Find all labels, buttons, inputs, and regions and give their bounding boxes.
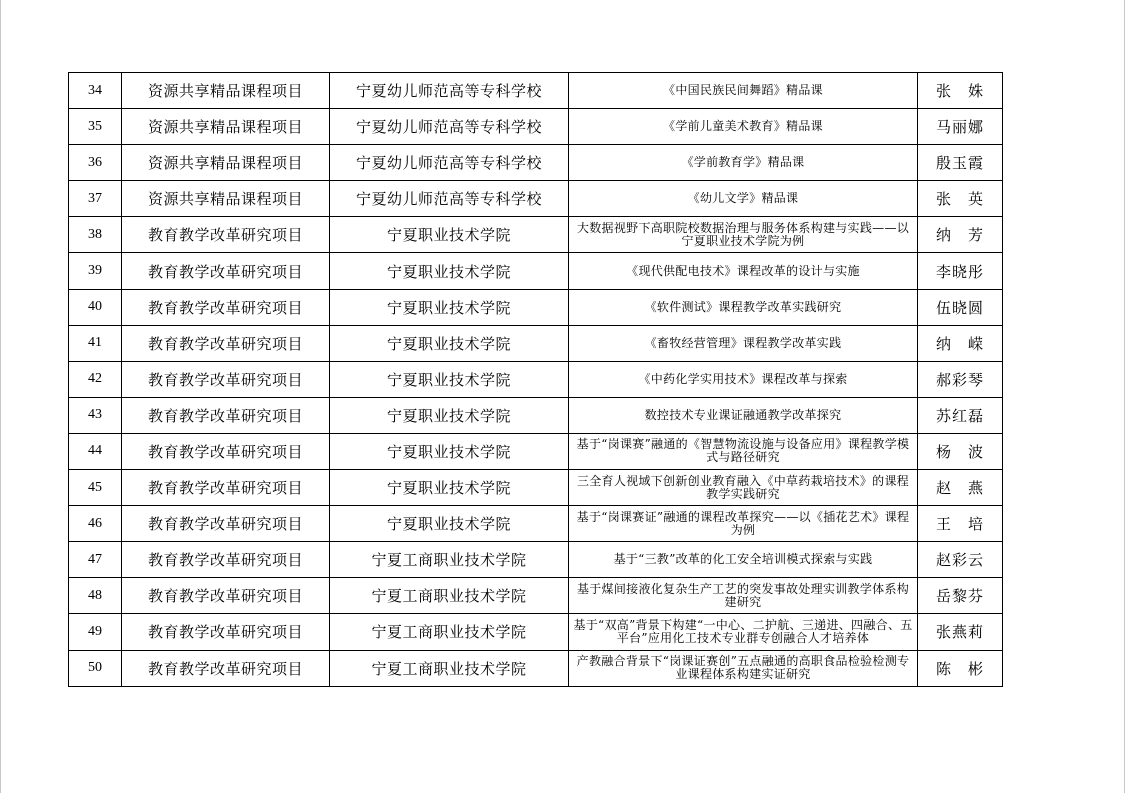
project-title-cell [569, 433, 918, 469]
project-leader: 赵 燕 [935, 479, 984, 498]
project-title-cell [569, 614, 918, 650]
project-title-cell [569, 470, 918, 506]
project-title-cell [569, 109, 918, 145]
project-leader: 陈 彬 [935, 659, 984, 678]
project-type-cell [122, 614, 330, 650]
project-leader-cell [918, 217, 1003, 253]
school-name: 宁夏职业技术学院 [386, 298, 511, 317]
project-leader-cell [918, 181, 1003, 217]
school-name-cell [330, 433, 569, 469]
project-title: 《学前教育学》精品课 [681, 155, 805, 170]
table-row [69, 470, 1003, 506]
row-number: 48 [88, 587, 102, 603]
project-title: 基于“双高”背景下构建“一中心、二护航、三递进、四融合、五平台”应用化工技术专业群专创融合人才培养体 [573, 617, 913, 645]
row-number-cell [69, 361, 122, 397]
school-name: 宁夏职业技术学院 [386, 262, 511, 281]
project-title-cell [569, 578, 918, 614]
school-name: 宁夏职业技术学院 [386, 515, 511, 534]
project-leader: 岳黎芬 [935, 587, 984, 606]
project-title: 基于“三教”改革的化工安全培训模式探索与实践 [613, 552, 873, 567]
school-name-cell [330, 361, 569, 397]
row-number: 40 [88, 299, 102, 315]
project-leader-cell [918, 650, 1003, 686]
school-name: 宁夏工商职业技术学院 [371, 659, 527, 678]
project-table [68, 72, 1003, 687]
project-leader-cell [918, 506, 1003, 542]
row-number-cell [69, 217, 122, 253]
project-leader: 郝彩琴 [935, 370, 984, 389]
table-row [69, 181, 1003, 217]
school-name-cell [330, 145, 569, 181]
project-title: 《畜牧经营管理》课程教学改革实践 [644, 335, 842, 350]
project-title-cell [569, 397, 918, 433]
project-leader: 赵彩云 [935, 551, 984, 570]
row-number-cell [69, 325, 122, 361]
project-leader-cell [918, 253, 1003, 289]
row-number: 36 [88, 154, 102, 170]
row-number-cell [69, 289, 122, 325]
project-type: 教育教学改革研究项目 [147, 298, 303, 317]
row-number: 39 [88, 263, 102, 279]
table-row [69, 614, 1003, 650]
row-number-cell [69, 145, 122, 181]
project-leader: 张 英 [935, 190, 984, 209]
project-leader-cell [918, 542, 1003, 578]
school-name: 宁夏职业技术学院 [386, 370, 511, 389]
row-number: 43 [88, 407, 102, 423]
project-type-cell [122, 578, 330, 614]
project-title: 产教融合背景下“岗课证赛创”五点融通的高职食品检验检测专业课程体系构建实证研究 [576, 654, 910, 682]
project-type: 教育教学改革研究项目 [147, 659, 303, 678]
project-type: 教育教学改革研究项目 [147, 551, 303, 570]
project-title: 《学前儿童美术教育》精品课 [663, 119, 823, 134]
project-type: 资源共享精品课程项目 [147, 190, 303, 209]
row-number: 44 [88, 443, 102, 459]
project-type: 资源共享精品课程项目 [147, 82, 303, 101]
row-number-cell [69, 614, 122, 650]
row-number: 50 [88, 660, 102, 676]
project-leader-cell [918, 397, 1003, 433]
table-row [69, 253, 1003, 289]
project-title-cell [569, 650, 918, 686]
project-title: 三全育人视域下创新创业教育融入《中草药栽培技术》的课程教学实践研究 [576, 473, 910, 501]
school-name: 宁夏幼儿师范高等专科学校 [355, 190, 542, 209]
project-leader-cell [918, 433, 1003, 469]
school-name-cell [330, 325, 569, 361]
project-leader: 李晓彤 [935, 262, 984, 281]
row-number-cell [69, 506, 122, 542]
row-number: 38 [88, 226, 102, 242]
project-leader-cell [918, 73, 1003, 109]
project-leader-cell [918, 470, 1003, 506]
project-leader-cell [918, 145, 1003, 181]
school-name: 宁夏幼儿师范高等专科学校 [355, 118, 542, 137]
school-name-cell [330, 73, 569, 109]
table-row [69, 542, 1003, 578]
project-leader: 张燕莉 [935, 623, 984, 642]
school-name: 宁夏职业技术学院 [386, 334, 511, 353]
school-name-cell [330, 253, 569, 289]
table-row [69, 397, 1003, 433]
project-type: 教育教学改革研究项目 [147, 515, 303, 534]
project-type: 教育教学改革研究项目 [147, 442, 303, 461]
project-title-cell [569, 325, 918, 361]
project-type-cell [122, 145, 330, 181]
school-name: 宁夏工商职业技术学院 [371, 551, 527, 570]
project-type: 教育教学改革研究项目 [147, 370, 303, 389]
row-number-cell [69, 109, 122, 145]
row-number: 46 [88, 515, 102, 531]
project-leader: 纳 芳 [935, 226, 984, 245]
project-type-cell [122, 181, 330, 217]
row-number: 49 [88, 623, 102, 639]
school-name-cell [330, 614, 569, 650]
project-type-cell [122, 470, 330, 506]
project-leader-cell [918, 289, 1003, 325]
school-name-cell [330, 397, 569, 433]
project-leader: 张 姝 [935, 82, 984, 101]
table-row [69, 217, 1003, 253]
project-type: 教育教学改革研究项目 [147, 587, 303, 606]
project-leader: 伍晓圆 [935, 298, 984, 317]
project-leader-cell [918, 361, 1003, 397]
table-row [69, 109, 1003, 145]
project-type: 教育教学改革研究项目 [147, 479, 303, 498]
project-title-cell [569, 506, 918, 542]
school-name: 宁夏幼儿师范高等专科学校 [355, 154, 542, 173]
row-number-cell [69, 397, 122, 433]
project-type-cell [122, 542, 330, 578]
table-row [69, 325, 1003, 361]
project-title-cell [569, 542, 918, 578]
project-title: 《中国民族民间舞蹈》精品课 [663, 83, 823, 98]
project-title-cell [569, 145, 918, 181]
project-title-cell [569, 181, 918, 217]
project-type-cell [122, 397, 330, 433]
project-leader: 马丽娜 [935, 118, 984, 137]
school-name: 宁夏幼儿师范高等专科学校 [355, 82, 542, 101]
project-type-cell [122, 109, 330, 145]
project-type-cell [122, 361, 330, 397]
row-number-cell [69, 433, 122, 469]
project-leader: 苏红磊 [935, 406, 984, 425]
school-name-cell [330, 542, 569, 578]
project-type-cell [122, 289, 330, 325]
row-number-cell [69, 542, 122, 578]
project-type: 教育教学改革研究项目 [147, 334, 303, 353]
table-row [69, 73, 1003, 109]
project-title-cell [569, 73, 918, 109]
project-type: 教育教学改革研究项目 [147, 262, 303, 281]
project-type-cell [122, 325, 330, 361]
project-type-cell [122, 650, 330, 686]
project-title: 数控技术专业课证融通教学改革探究 [644, 407, 842, 422]
row-number: 45 [88, 479, 102, 495]
project-title: 大数据视野下高职院校数据治理与服务体系构建与实践——以宁夏职业技术学院为例 [576, 220, 910, 248]
table-row [69, 289, 1003, 325]
project-leader: 纳 嵘 [935, 334, 984, 353]
project-leader: 殷玉霞 [935, 154, 984, 173]
school-name-cell [330, 578, 569, 614]
project-leader-cell [918, 614, 1003, 650]
project-type-cell [122, 253, 330, 289]
school-name-cell [330, 181, 569, 217]
project-title-cell [569, 361, 918, 397]
project-leader-cell [918, 109, 1003, 145]
table-row [69, 361, 1003, 397]
project-type-cell [122, 506, 330, 542]
school-name: 宁夏职业技术学院 [386, 442, 511, 461]
row-number-cell [69, 578, 122, 614]
project-type: 资源共享精品课程项目 [147, 154, 303, 173]
row-number: 35 [88, 118, 102, 134]
project-type: 教育教学改革研究项目 [147, 623, 303, 642]
project-title: 基于“岗课赛证”融通的课程改革探究——以《插花艺术》课程为例 [576, 509, 910, 537]
school-name-cell [330, 470, 569, 506]
project-title: 《现代供配电技术》课程改革的设计与实施 [626, 263, 860, 278]
table-row [69, 506, 1003, 542]
school-name-cell [330, 109, 569, 145]
project-title: 基于“岗课赛”融通的《智慧物流设施与设备应用》课程教学模式与路径研究 [576, 437, 910, 465]
table-row [69, 578, 1003, 614]
project-title: 《幼儿文学》精品课 [687, 191, 799, 206]
project-type-cell [122, 73, 330, 109]
project-type-cell [122, 433, 330, 469]
school-name-cell [330, 506, 569, 542]
row-number-cell [69, 650, 122, 686]
project-leader: 王 培 [935, 515, 984, 534]
project-leader-cell [918, 578, 1003, 614]
row-number: 34 [88, 82, 102, 98]
table-body [69, 73, 1003, 687]
school-name-cell [330, 650, 569, 686]
project-title: 基于煤间接液化复杂生产工艺的突发事故处理实训教学体系构建研究 [576, 581, 910, 609]
row-number-cell [69, 73, 122, 109]
project-title: 《中药化学实用技术》课程改革与探索 [638, 371, 848, 386]
project-type: 资源共享精品课程项目 [147, 118, 303, 137]
table-row [69, 433, 1003, 469]
project-title-cell [569, 289, 918, 325]
project-type-cell [122, 217, 330, 253]
table-row [69, 145, 1003, 181]
row-number: 42 [88, 371, 102, 387]
school-name-cell [330, 217, 569, 253]
school-name: 宁夏职业技术学院 [386, 226, 511, 245]
project-type: 教育教学改革研究项目 [147, 406, 303, 425]
row-number: 47 [88, 551, 102, 567]
row-number: 37 [88, 190, 102, 206]
project-leader-cell [918, 325, 1003, 361]
school-name: 宁夏工商职业技术学院 [371, 623, 527, 642]
project-title: 《软件测试》课程教学改革实践研究 [644, 299, 842, 314]
project-type: 教育教学改革研究项目 [147, 226, 303, 245]
row-number-cell [69, 470, 122, 506]
row-number-cell [69, 181, 122, 217]
table-row [69, 650, 1003, 686]
school-name: 宁夏工商职业技术学院 [371, 587, 527, 606]
project-title-cell [569, 217, 918, 253]
row-number: 41 [88, 335, 102, 351]
row-number-cell [69, 253, 122, 289]
school-name: 宁夏职业技术学院 [386, 406, 511, 425]
project-leader: 杨 波 [935, 442, 984, 461]
school-name: 宁夏职业技术学院 [386, 479, 511, 498]
project-title-cell [569, 253, 918, 289]
school-name-cell [330, 289, 569, 325]
